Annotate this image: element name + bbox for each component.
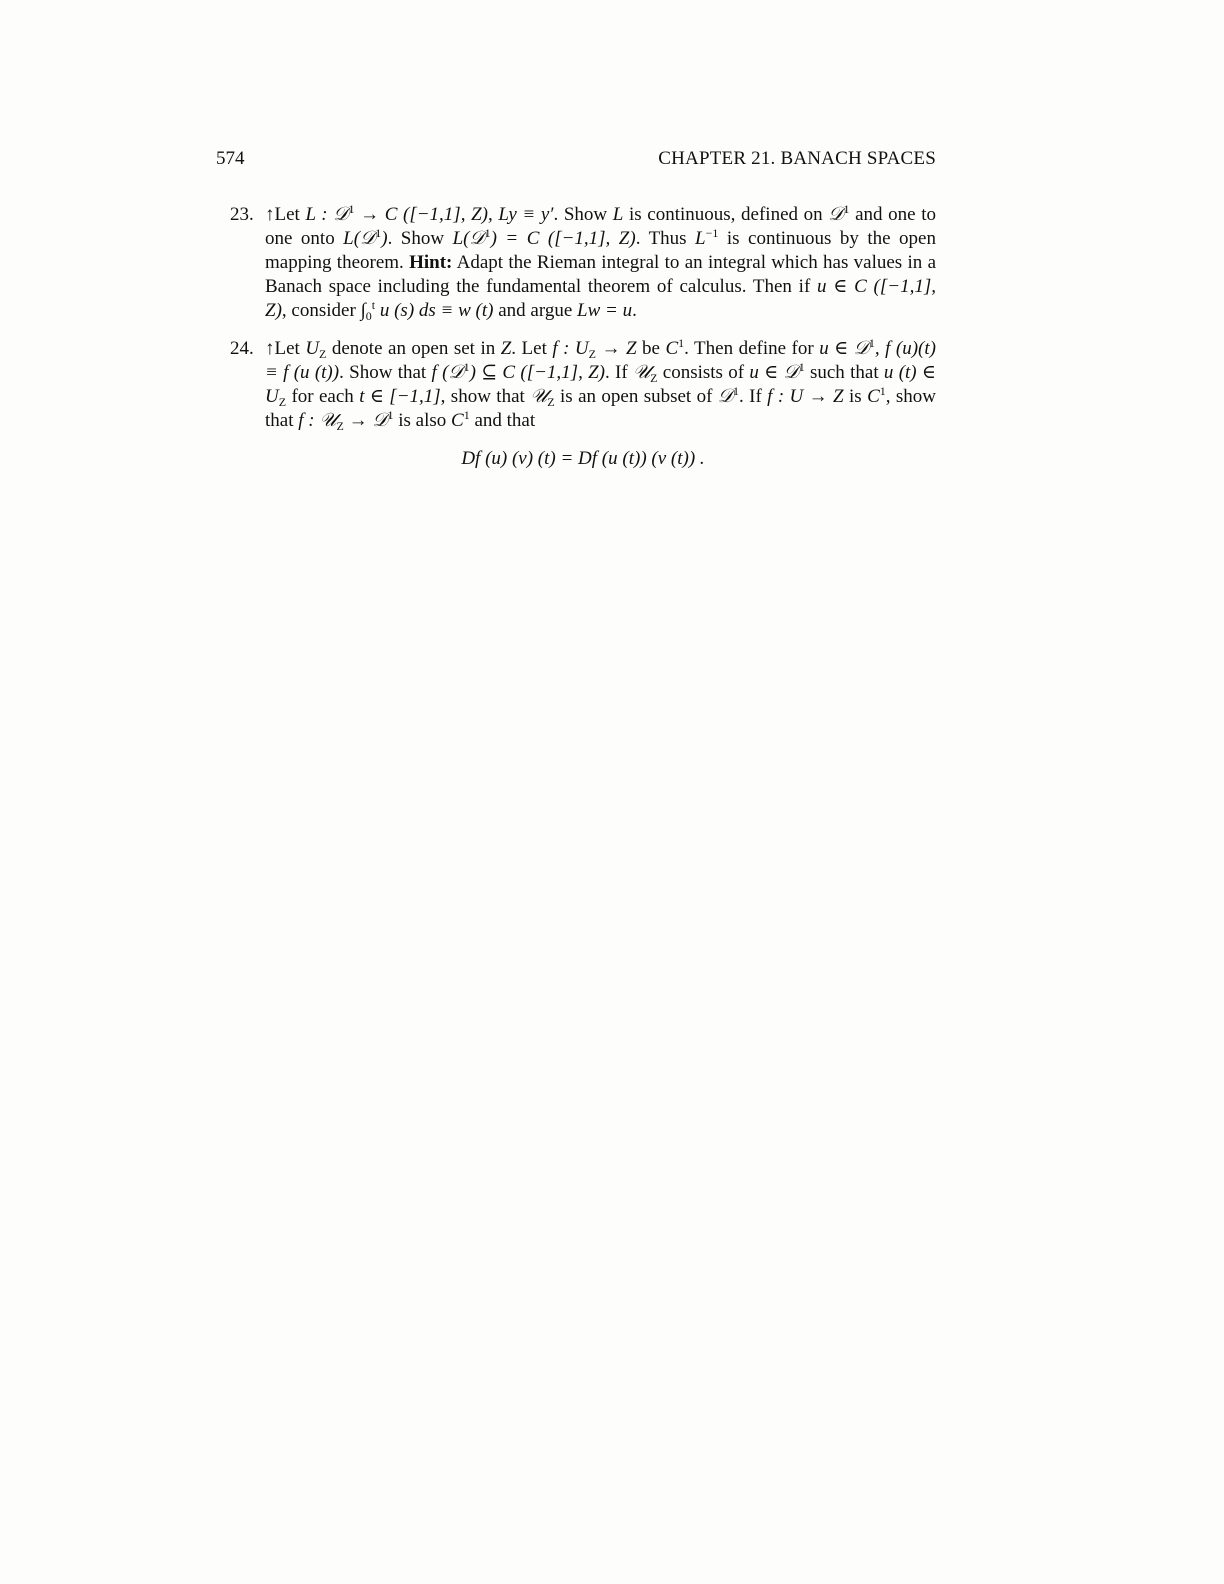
- text: . If: [605, 362, 634, 383]
- math: f : 𝒰: [298, 410, 337, 431]
- math: 𝒰: [633, 362, 651, 383]
- math-sup: 1: [387, 408, 394, 422]
- text: , show that: [440, 386, 531, 407]
- math-sub: 0: [365, 309, 372, 323]
- page-number: 574: [216, 148, 245, 169]
- math-sub: Z: [547, 395, 555, 409]
- math-sup: 1: [484, 226, 491, 240]
- text: .: [632, 300, 637, 321]
- math: ) = C ([−1,1], Z): [490, 228, 636, 249]
- math-sup: 1: [868, 336, 875, 350]
- text: , consider: [281, 300, 361, 321]
- math: → 𝒟: [343, 410, 388, 431]
- math-sup: 1: [798, 360, 805, 374]
- math-sup: 1: [732, 384, 739, 398]
- math: 𝒰: [530, 386, 548, 407]
- math: → C ([−1,1], Z), Ly ≡ y′: [354, 204, 554, 225]
- running-head: CHAPTER 21. BANACH SPACES: [658, 148, 936, 169]
- text: and that: [469, 410, 536, 431]
- text: . Thus: [635, 228, 696, 249]
- math: ) ⊆ C ([−1,1], Z): [469, 362, 606, 383]
- math: U: [305, 338, 320, 359]
- text: . Show: [387, 228, 453, 249]
- math: f (𝒟: [431, 362, 464, 383]
- display-equation: [230, 447, 936, 471]
- text: is continuous by the open mapping theorem.: [265, 228, 936, 273]
- math: t ∈ [−1,1]: [359, 386, 441, 407]
- text: denote an open set in: [326, 338, 501, 359]
- math: , f (u)(t) ≡ f (u (t)): [265, 338, 936, 383]
- equation: Df (u) (v) (t) = Df (u (t)) (v (t)) .: [461, 448, 705, 469]
- math: → Z: [596, 338, 637, 359]
- math: 𝒟: [828, 204, 844, 225]
- math: u ∈ C ([−1,1], Z): [265, 276, 936, 321]
- math-sup: 1: [843, 202, 850, 216]
- text: ↑Let: [265, 338, 306, 359]
- text: be: [636, 338, 666, 359]
- math: L(𝒟: [343, 228, 376, 249]
- math: L: [695, 228, 706, 249]
- text: and one to one onto: [265, 204, 936, 249]
- integral-sign: ∫: [360, 300, 366, 321]
- math-sub: Z: [336, 419, 344, 433]
- math-sup: 1: [463, 360, 470, 374]
- math-sup: 1: [678, 336, 685, 350]
- math-sub: Z: [588, 347, 596, 361]
- page-header: [216, 148, 936, 174]
- math-sup: t: [371, 298, 376, 312]
- text: . If: [738, 386, 768, 407]
- math: f : U: [552, 338, 589, 359]
- math: L(𝒟: [452, 228, 485, 249]
- problem-number: 24.: [230, 338, 254, 359]
- math-sub: Z: [650, 371, 658, 385]
- math-sup: 1: [375, 226, 382, 240]
- math-sub: Z: [319, 347, 327, 361]
- text: such that: [804, 362, 884, 383]
- math-sup: −1: [705, 226, 719, 240]
- text: . Then define for: [684, 338, 820, 359]
- text: . Show that: [339, 362, 432, 383]
- text: is continuous, defined on: [623, 204, 829, 225]
- math: C: [867, 386, 880, 407]
- math: C: [665, 338, 679, 359]
- text: is an open subset of: [554, 386, 718, 407]
- math: 𝒟: [717, 386, 733, 407]
- math: u (t) ∈ U: [265, 362, 936, 407]
- text: and argue: [493, 300, 578, 321]
- math-sup: 1: [879, 384, 886, 398]
- text: , show that: [265, 386, 936, 431]
- math: L : 𝒟: [305, 204, 349, 225]
- math: f : U → Z: [767, 386, 844, 407]
- text: Adapt the Rieman integral to an integral which has values in a Banach space including the fundamental theorem of calculus. Then if: [265, 252, 936, 297]
- problem-number: 23.: [230, 204, 254, 225]
- problem-23: [230, 203, 936, 323]
- math-sup: 1: [463, 408, 470, 422]
- text: . Show: [553, 204, 613, 225]
- text: consists of: [657, 362, 750, 383]
- text: for each: [286, 386, 360, 407]
- math: Z: [500, 338, 512, 359]
- math: u ∈ 𝒟: [749, 362, 799, 383]
- math: u (s) ds ≡ w (t): [375, 300, 494, 321]
- text: . Let: [511, 338, 553, 359]
- problem-24: [230, 337, 936, 471]
- problem-list: [230, 203, 936, 485]
- text: is: [843, 386, 868, 407]
- math-sub: Z: [278, 395, 287, 409]
- math: C: [451, 410, 464, 431]
- math: ): [381, 228, 388, 249]
- math: Lw = u: [577, 300, 633, 321]
- text: is also: [393, 410, 452, 431]
- hint-label: Hint:: [409, 252, 453, 273]
- text: ↑Let: [265, 204, 306, 225]
- math-sup: 1: [348, 202, 355, 216]
- math: u ∈ 𝒟: [819, 338, 869, 359]
- math: L: [612, 204, 624, 225]
